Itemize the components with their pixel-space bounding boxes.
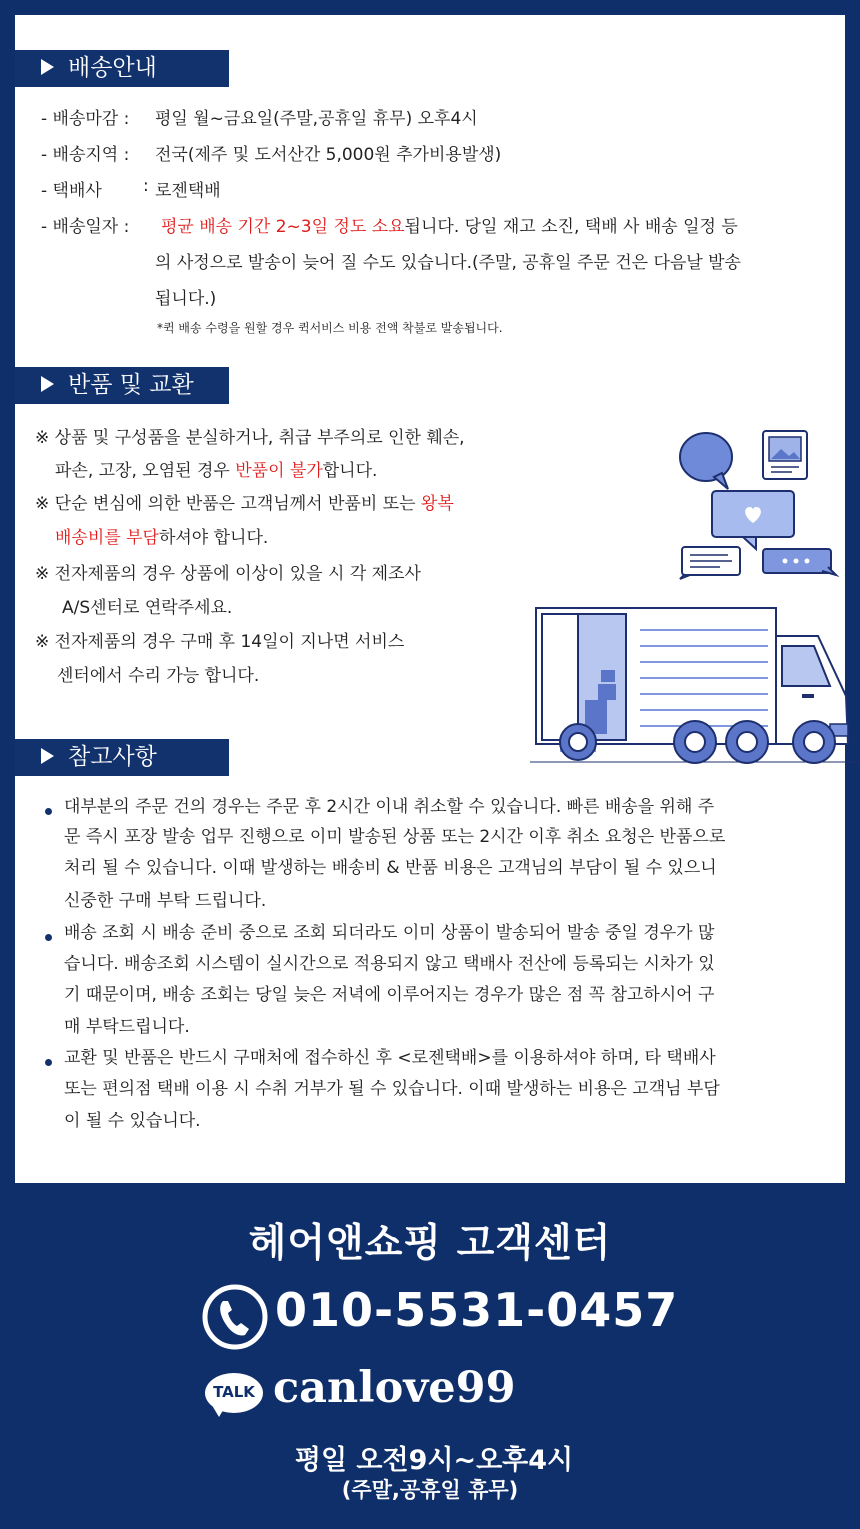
delivery-row-value: 평일 월~금요일(주말,공휴일 휴무) 오후4시 xyxy=(155,109,478,129)
phone-icon xyxy=(201,1283,269,1351)
returns-red-highlight: 배송비를 부담 xyxy=(55,528,159,548)
bullet-dot xyxy=(45,1059,52,1066)
image-card-icon xyxy=(763,431,807,479)
notes-bullet-2-line: 배송 조회 시 배송 준비 중으로 조회 되더라도 이미 상품이 발송되어 발송 중일 경우가 많 xyxy=(64,923,715,943)
customer-center-phone[interactable]: 010-5531-0457 xyxy=(275,1283,679,1337)
notes-bullet-2-line: 습니다. 배송조회 시스템이 실시간으로 적용되지 않고 택배사 전산에 등록되는 시차가 있 xyxy=(64,954,715,974)
returns-item-2-line2 xyxy=(55,523,268,548)
customer-center-title: 헤어앤쇼핑 고객센터 xyxy=(248,1221,612,1266)
returns-text: ※ 단순 변심에 의한 반품은 고객님께서 반품비 또는 xyxy=(35,494,421,514)
text-message-icon xyxy=(680,547,740,579)
returns-section-header xyxy=(15,367,229,404)
notes-bullet-1-line: 대부분의 주문 건의 경우는 주문 후 2시간 이내 취소할 수 있습니다. 빠른 배송을 위해 주 xyxy=(64,797,715,817)
quick-delivery-note: *퀵 배송 수령을 원할 경우 퀵서비스 비용 전액 착불로 발송됩니다. xyxy=(157,321,503,335)
notes-bullet-3-line: 이 될 수 있습니다. xyxy=(64,1111,201,1131)
delivery-date-line2: 의 사정으로 발송이 늦어 질 수도 있습니다.(주말, 공휴일 주문 건은 다음날 발송 xyxy=(155,253,741,273)
notes-section-title: 참고사항 xyxy=(68,744,157,770)
bullet-dot xyxy=(45,808,52,815)
triangle-bullet-icon xyxy=(41,376,54,392)
notes-bullet-2-line: 매 부탁드립니다. xyxy=(64,1017,190,1037)
holiday-notice: (주말,공휴일 휴무) xyxy=(341,1478,519,1502)
messaging-illustration xyxy=(670,425,845,580)
delivery-section-title: 배송안내 xyxy=(68,55,157,81)
notes-bullet-1-line: 처리 될 수 있습니다. 이때 발생하는 배송비 & 반품 비용은 고객님의 부담이 될 수 있으니 xyxy=(64,858,717,878)
delivery-row-label: - 배송지역 : xyxy=(41,145,130,165)
delivery-date-label: - 배송일자 : xyxy=(41,217,130,237)
delivery-truck-icon xyxy=(530,600,860,768)
notes-bullet-3-line: 교환 및 반품은 반드시 구매처에 접수하신 후 <로젠택배>를 이용하셔야 하며, 타 택배사 xyxy=(64,1048,716,1068)
returns-item-1-line1: ※ 상품 및 구성품을 분실하거나, 취급 부주의로 인한 훼손, xyxy=(35,428,465,448)
delivery-row-label: - 택배사 xyxy=(41,181,102,201)
returns-item-3-line2: A/S센터로 연락주세요. xyxy=(62,598,233,618)
bullet-dot xyxy=(45,934,52,941)
returns-text: 하셔야 합니다. xyxy=(158,528,269,548)
triangle-bullet-icon xyxy=(41,748,54,764)
kakao-talk-icon xyxy=(205,1373,263,1417)
notes-bullet-1-line: 신중한 구매 부탁 드립니다. xyxy=(64,891,267,911)
delivery-date-line1-rest: 됩니다. 당일 재고 소진, 택배 사 배송 일정 등 xyxy=(404,217,738,237)
notes-bullet-1-line: 문 즉시 포장 발송 업무 진행으로 이미 발송된 상품 또는 2시간 이후 취소 요청은 반품으로 xyxy=(64,827,726,847)
returns-text: 합니다. xyxy=(322,461,378,481)
returns-item-1-line2 xyxy=(55,456,377,481)
returns-item-4-line2: 센터에서 수리 가능 합니다. xyxy=(57,666,260,686)
kakao-id[interactable]: canlove99 xyxy=(273,1363,516,1413)
returns-section-title: 반품 및 교환 xyxy=(68,372,194,398)
returns-item-2-line1 xyxy=(35,489,454,514)
delivery-section-header xyxy=(15,50,229,87)
notes-bullet-3-line: 또는 편의점 택배 이용 시 수취 거부가 될 수 있습니다. 이때 발생하는 비용은 고객님 부담 xyxy=(64,1079,720,1099)
heart-message-icon xyxy=(712,491,794,549)
typing-message-icon xyxy=(763,549,836,575)
returns-text: 파손, 고장, 오염된 경우 xyxy=(55,461,236,481)
kakao-talk-badge: TALK xyxy=(213,1383,255,1401)
delivery-row-label: - 배송마감 : xyxy=(41,109,130,129)
returns-red-highlight: 왕복 xyxy=(420,494,454,514)
returns-item-3-line1: ※ 전자제품의 경우 상품에 이상이 있을 시 각 제조사 xyxy=(35,564,421,584)
delivery-row-value: 로젠택배 xyxy=(155,181,221,201)
notes-bullet-2-line: 기 때문이며, 배송 조회는 당일 늦은 저녁에 이루어지는 경우가 많은 점 꼭 참고하시어 구 xyxy=(64,985,715,1005)
delivery-row-colon: : xyxy=(143,176,149,196)
returns-item-4-line1: ※ 전자제품의 경우 구매 후 14일이 지나면 서비스 xyxy=(35,632,405,652)
returns-red-highlight: 반품이 불가 xyxy=(235,461,323,481)
business-hours: 평일 오전9시~오후4시 xyxy=(294,1445,574,1476)
delivery-date-line1 xyxy=(161,212,738,237)
notes-section-header xyxy=(15,739,229,776)
delivery-row-value: 전국(제주 및 도서산간 5,000원 추가비용발생) xyxy=(155,145,502,165)
chat-bubble-icon xyxy=(680,433,732,489)
delivery-date-line3: 됩니다.) xyxy=(155,289,217,309)
triangle-bullet-icon xyxy=(41,59,54,75)
delivery-period-highlight: 평균 배송 기간 2~3일 정도 소요 xyxy=(161,217,405,237)
